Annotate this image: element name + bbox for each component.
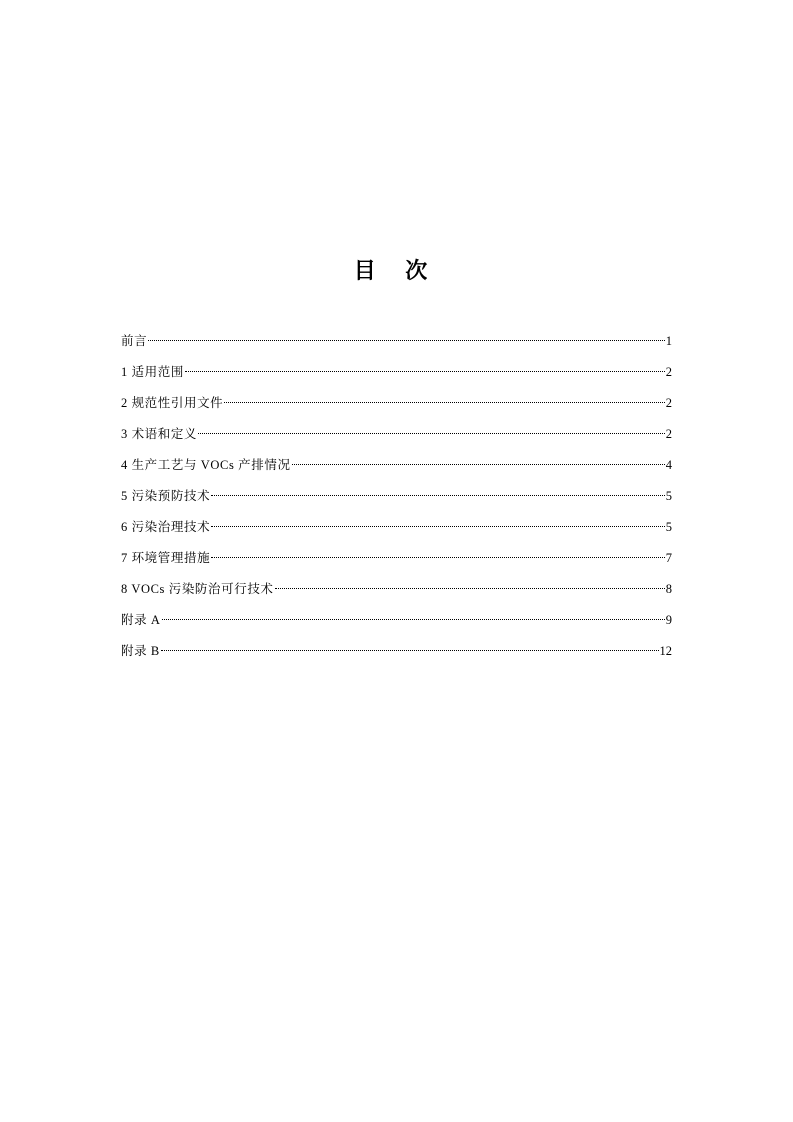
toc-entry-environmental-management[interactable] <box>121 548 672 579</box>
toc-title: 目 次 <box>353 258 440 283</box>
toc-entry-page: 12 <box>659 644 672 658</box>
toc-entry-page: 2 <box>665 396 672 410</box>
toc-entry-pollution-treatment[interactable] <box>121 517 672 548</box>
toc-entry-appendix-a[interactable] <box>121 610 672 641</box>
toc-leader-dots <box>292 464 665 465</box>
toc-list <box>121 331 672 672</box>
toc-entry-page: 2 <box>665 427 672 441</box>
toc-entry-label: 附录 A <box>121 613 161 627</box>
toc-entry-label: 4 生产工艺与 VOCs 产排情况 <box>121 458 291 472</box>
toc-entry-label: 3 术语和定义 <box>121 427 198 441</box>
toc-leader-dots <box>224 402 664 403</box>
toc-entry-page: 8 <box>665 582 672 596</box>
toc-entry-production-process[interactable] <box>121 455 672 486</box>
toc-entry-page: 4 <box>665 458 672 472</box>
toc-entry-appendix-b[interactable] <box>121 641 672 672</box>
toc-leader-dots <box>211 526 665 527</box>
toc-entry-label: 前言 <box>121 334 148 348</box>
toc-entry-label: 6 污染治理技术 <box>121 520 211 534</box>
toc-entry-label: 5 污染预防技术 <box>121 489 211 503</box>
toc-entry-pollution-prevention[interactable] <box>121 486 672 517</box>
toc-entry-label: 2 规范性引用文件 <box>121 396 224 410</box>
toc-entry-page: 2 <box>665 365 672 379</box>
toc-entry-terms-definitions[interactable] <box>121 424 672 455</box>
toc-entry-label: 1 适用范围 <box>121 365 184 379</box>
toc-entry-normative-references[interactable] <box>121 393 672 424</box>
toc-leader-dots <box>198 433 665 434</box>
toc-entry-foreword[interactable] <box>121 331 672 362</box>
toc-leader-dots <box>211 557 665 558</box>
toc-leader-dots <box>185 371 665 372</box>
toc-entry-page: 5 <box>665 520 672 534</box>
toc-entry-label: 8 VOCs 污染防治可行技术 <box>121 582 274 596</box>
toc-entry-page: 9 <box>665 613 672 627</box>
toc-leader-dots <box>162 619 665 620</box>
toc-leader-dots <box>211 495 665 496</box>
toc-entry-page: 5 <box>665 489 672 503</box>
toc-entry-page: 1 <box>665 334 672 348</box>
toc-entry-page: 7 <box>665 551 672 565</box>
toc-entry-scope[interactable] <box>121 362 672 393</box>
toc-leader-dots <box>275 588 665 589</box>
toc-leader-dots <box>161 650 659 651</box>
toc-entry-label: 7 环境管理措施 <box>121 551 211 565</box>
toc-leader-dots <box>148 340 665 341</box>
toc-entry-feasible-techniques[interactable] <box>121 579 672 610</box>
toc-entry-label: 附录 B <box>121 644 160 658</box>
